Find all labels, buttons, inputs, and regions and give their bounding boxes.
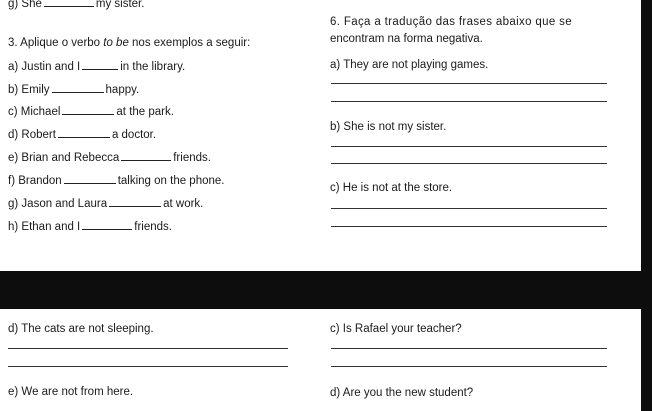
answer-line[interactable] bbox=[8, 366, 288, 367]
exercise6-title-line1: 6. Faça a tradução das frases abaixo que se bbox=[330, 16, 572, 28]
page-edge-bottom bbox=[641, 309, 652, 411]
exercise3-item-g: g) Jason and Laura at work. bbox=[8, 198, 204, 210]
exercise3-title: 3. Aplique o verbo to be nos exemplos a seguir: bbox=[8, 37, 251, 49]
exercise6-item-c: c) He is not at the store. bbox=[330, 182, 453, 194]
page-edge-top bbox=[641, 0, 652, 271]
answer-line[interactable] bbox=[8, 348, 288, 349]
exercise3-item-b: b) Emily happy. bbox=[8, 84, 140, 96]
answer-line[interactable] bbox=[331, 163, 607, 164]
answer-blank[interactable] bbox=[121, 150, 171, 161]
page-separator bbox=[0, 271, 652, 309]
exercise3-item-c: c) Michael at the park. bbox=[8, 106, 174, 118]
answer-line[interactable] bbox=[331, 348, 607, 349]
cut-item-g bbox=[8, 0, 144, 11]
answer-blank[interactable] bbox=[58, 127, 110, 138]
exercise6-title-line2: encontram na forma negativa. bbox=[330, 33, 483, 45]
page2-left-item-e: e) We are not from here. bbox=[8, 386, 134, 398]
answer-blank[interactable] bbox=[52, 82, 104, 93]
answer-line[interactable] bbox=[331, 146, 607, 147]
page2-left-item-d: d) The cats are not sleeping. bbox=[8, 323, 154, 335]
answer-line[interactable] bbox=[331, 208, 607, 209]
exercise3-item-d: d) Robert a doctor. bbox=[8, 129, 157, 141]
answer-blank[interactable] bbox=[44, 0, 94, 7]
page2-right-item-d: d) Are you the new student? bbox=[330, 387, 474, 399]
answer-blank[interactable] bbox=[109, 196, 161, 207]
exercise3-item-h: h) Ethan and I friends. bbox=[8, 221, 172, 233]
answer-blank[interactable] bbox=[62, 104, 114, 115]
exercise6-item-a: a) They are not playing games. bbox=[330, 59, 489, 71]
answer-line[interactable] bbox=[331, 226, 607, 227]
item-suffix: my sister. bbox=[95, 0, 145, 10]
exercise3-item-f: f) Brandon talking on the phone. bbox=[8, 175, 225, 187]
answer-blank[interactable] bbox=[64, 173, 116, 184]
item-prefix: g) She bbox=[8, 0, 42, 10]
answer-line[interactable] bbox=[331, 83, 607, 84]
answer-line[interactable] bbox=[331, 101, 607, 102]
answer-blank[interactable] bbox=[82, 59, 118, 70]
answer-line[interactable] bbox=[331, 366, 607, 367]
exercise6-item-b: b) She is not my sister. bbox=[330, 121, 447, 133]
exercise3-item-a: a) Justin and I in the library. bbox=[8, 61, 186, 73]
exercise3-item-e: e) Brian and Rebecca friends. bbox=[8, 152, 211, 164]
answer-blank[interactable] bbox=[82, 219, 132, 230]
page2-right-item-c: c) Is Rafael your teacher? bbox=[330, 323, 462, 335]
